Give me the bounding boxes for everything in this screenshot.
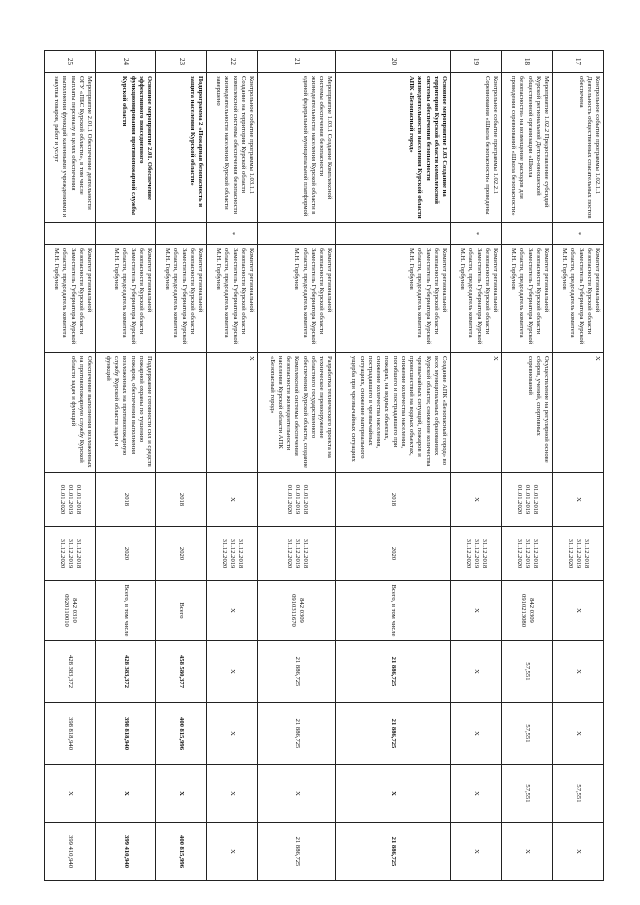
cell-start-date: X bbox=[207, 473, 258, 527]
cell-row-number: 25 bbox=[45, 51, 96, 73]
cell-value-2020: 400 815,996 bbox=[156, 823, 207, 881]
cell-start-date: 01.01.2018 01.01.2019 01.01.2020 bbox=[258, 473, 336, 527]
cell-value-total: 428 383,372 bbox=[45, 641, 96, 703]
cell-control-mark: * bbox=[451, 223, 502, 245]
cell-control-mark bbox=[502, 223, 553, 245]
cell-event-name: Мероприятие 1.03.1 Создание Комплексной системы обеспечения безопасности жизнедеятельности населения Курской области в единой федеральной муниципальной платформой bbox=[258, 73, 336, 223]
cell-value-2019: X bbox=[156, 765, 207, 823]
cell-budget-code: X bbox=[451, 581, 502, 641]
cell-end-date: 31.12.2018 31.12.2019 31.12.2020 bbox=[451, 527, 502, 581]
cell-control-mark bbox=[96, 223, 156, 245]
cell-budget-code: X bbox=[553, 581, 604, 641]
cell-value-2019: X bbox=[207, 765, 258, 823]
cell-value-2018: 400 815,996 bbox=[156, 703, 207, 765]
cell-budget-code: X bbox=[207, 581, 258, 641]
cell-value-2019: 57,551 bbox=[502, 765, 553, 823]
cell-end-date: 31.12.2018 31.12.2019 31.12.2020 bbox=[45, 527, 96, 581]
cell-start-date: 01.01.2018 01.01.2019 01.01.2020 bbox=[502, 473, 553, 527]
cell-row-number: 22 bbox=[207, 51, 258, 73]
cell-event-name: Контрольное событие программы 1.02.2.1 Соревнования «Школа безопасности» проведены bbox=[451, 73, 502, 223]
cell-budget-code: Всего, в том числе bbox=[336, 581, 451, 641]
cell-row-number: 17 bbox=[553, 51, 604, 73]
cell-budget-code: Всего bbox=[156, 581, 207, 641]
cell-control-mark: * bbox=[207, 223, 258, 245]
cell-start-date: 01.01.2018 01.01.2019 01.01.2020 bbox=[45, 473, 96, 527]
cell-expected-result: X bbox=[553, 353, 604, 473]
cell-value-2020: 21 886,725 bbox=[258, 823, 336, 881]
cell-start-date: X bbox=[553, 473, 604, 527]
table-row bbox=[156, 51, 207, 881]
cell-executor: Комитет региональной безопасности Курской области Заместитель Губернатора Курской области, председатель комитета М.Н. Горбунов bbox=[502, 245, 553, 353]
cell-value-total: X bbox=[553, 641, 604, 703]
cell-expected-result: Создание АПК «Безопасный город» во всех муниципальных образованиях Курской области; снижение количества чрезвычайных ситуаций, пожаров и происшествий на водных объектах, снижение количества населения, погибшего и пострадавшего при пожарах, на водных объектах, снижение количества населения, пострадавшего в чрезвычайных ситуациях, снижение материального ущерба при чрезвычайных ситуациях bbox=[336, 353, 451, 473]
table-row bbox=[96, 51, 156, 881]
table-row bbox=[258, 51, 336, 881]
cell-value-2020: X bbox=[451, 823, 502, 881]
cell-control-mark bbox=[336, 223, 451, 245]
cell-row-number: 23 bbox=[156, 51, 207, 73]
table-row bbox=[553, 51, 604, 881]
cell-start-date: 2018 bbox=[96, 473, 156, 527]
cell-executor: Комитет региональной безопасности Курской области Заместитель Губернатора Курской области, председатель комитета М.Н. Горбунов bbox=[258, 245, 336, 353]
cell-control-mark bbox=[45, 223, 96, 245]
cell-expected-result: Обеспечение выполнения возложенных на противопожарную службу Курской области задач и функций bbox=[45, 353, 96, 473]
cell-event-name: Контрольное событие программы 1.03.1.1 Создание на территории Курской области комплексной системы обеспечения безопасности жизнедеятельности населения Курской области завершено bbox=[207, 73, 258, 223]
cell-value-total: 57,551 bbox=[502, 641, 553, 703]
cell-value-2018: 398 818,940 bbox=[45, 703, 96, 765]
cell-value-2019: X bbox=[451, 765, 502, 823]
cell-control-mark bbox=[258, 223, 336, 245]
cell-expected-result: Поддержание готовности сил и средств пожарной охраны по тушению пожаров, обеспечения выполнения возложенных на противопожарную службу Курской области задач и функций bbox=[96, 353, 156, 473]
cell-row-number: 19 bbox=[451, 51, 502, 73]
cell-value-2019: 57,551 bbox=[553, 765, 604, 823]
cell-start-date: 2018 bbox=[156, 473, 207, 527]
cell-value-2018: X bbox=[553, 703, 604, 765]
cell-expected-result: Разработка технического проекта на техническое перевооружение областного государственного обеспечения Курской области, создание Комплексной системы обеспечения безопасности жизнедеятельности населения Курской области АПК «Безопасный город» bbox=[258, 353, 336, 473]
cell-value-total: 428 383,372 bbox=[96, 641, 156, 703]
cell-executor: Комитет региональной безопасности Курской области Заместитель Губернатора Курской области, председатель комитета М.Н. Горбунов bbox=[553, 245, 604, 353]
cell-value-2020: 399 410,940 bbox=[45, 823, 96, 881]
cell-value-2019: X bbox=[336, 765, 451, 823]
cell-value-total: X bbox=[207, 641, 258, 703]
table-row bbox=[336, 51, 451, 881]
cell-end-date: 2020 bbox=[156, 527, 207, 581]
cell-value-2018: 21 886,725 bbox=[258, 703, 336, 765]
cell-control-mark bbox=[156, 223, 207, 245]
cell-value-2020: 21 886,725 bbox=[336, 823, 451, 881]
program-table bbox=[44, 50, 604, 881]
cell-value-2018: X bbox=[451, 703, 502, 765]
table-row bbox=[502, 51, 553, 881]
cell-event-name: Мероприятие 1.02.2 Предоставление субсидий Курской региональной Детско-юношеской общественной организации «Школа безопасности» на возмещение расходов для проведения соревнований «Школа безопасности» bbox=[502, 73, 553, 223]
cell-executor: Комитет региональной безопасности Курской области Заместитель Губернатора Курской области, председатель комитета М.Н. Горбунов bbox=[207, 245, 258, 353]
cell-value-total: 21 886,725 bbox=[258, 641, 336, 703]
cell-event-name: Основное мероприятие 1.03 Создание на территории Курской области комплексной системы обеспечения безопасности жизнедеятельности населения Курской области АПК «Безопасный город» bbox=[336, 73, 451, 223]
cell-value-2019: X bbox=[258, 765, 336, 823]
table-row bbox=[451, 51, 502, 881]
cell-start-date: X bbox=[451, 473, 502, 527]
cell-executor: Комитет региональной безопасности Курской области Заместитель Губернатора Курской области, председатель комитета М.Н. Горбунов bbox=[451, 245, 502, 353]
cell-value-total: 21 886,725 bbox=[336, 641, 451, 703]
cell-expected-result: X bbox=[451, 353, 502, 473]
cell-event-name: Основное мероприятие 2.01. Обеспечение эффективного повседневного функционирования противопожарной службы Курской области bbox=[96, 73, 156, 223]
cell-end-date: 31.12.2018 31.12.2019 31.12.2020 bbox=[207, 527, 258, 581]
cell-value-2019: X bbox=[96, 765, 156, 823]
cell-row-number: 18 bbox=[502, 51, 553, 73]
cell-row-number: 24 bbox=[96, 51, 156, 73]
cell-end-date: 2020 bbox=[96, 527, 156, 581]
cell-end-date: 31.12.2018 31.12.2019 31.12.2020 bbox=[258, 527, 336, 581]
cell-row-number: 20 bbox=[336, 51, 451, 73]
cell-executor: Комитет региональной безопасности Курской области Заместитель Губернатора Курской области, председатель комитета М.Н. Горбунов bbox=[96, 245, 156, 353]
cell-budget-code: 842 0309 0910213080 bbox=[502, 581, 553, 641]
cell-executor: Комитет региональной безопасности Курской области Заместитель Губернатора Курской области, председатель комитета М.Н. Горбунов bbox=[45, 245, 96, 353]
table-row bbox=[45, 51, 96, 881]
cell-budget-code: Всего, в том числе bbox=[96, 581, 156, 641]
cell-control-mark: * bbox=[553, 223, 604, 245]
cell-event-name: Мероприятие 2.01.1 Обеспечение деятельности ОГУ «ПБС Курской области», в том числе выплаты персоналу в целях обеспечения выполнения функций казенными учреждениями и закупка товаров, работ и услуг bbox=[45, 73, 96, 223]
cell-end-date: 31.12.2018 31.12.2019 31.12.2020 bbox=[553, 527, 604, 581]
cell-end-date: 31.12.2018 31.12.2019 31.12.2020 bbox=[502, 527, 553, 581]
cell-value-2018: 57,551 bbox=[502, 703, 553, 765]
cell-value-2020: X bbox=[207, 823, 258, 881]
cell-end-date: 2020 bbox=[336, 527, 451, 581]
cell-executor: Комитет региональной безопасности Курской области Заместитель Губернатора Курской области, председатель комитета М.Н. Горбунов bbox=[156, 245, 207, 353]
cell-value-2020: 399 410,940 bbox=[96, 823, 156, 881]
cell-budget-code: 842 0309 0910311670 bbox=[258, 581, 336, 641]
cell-expected-result: Осуществление на регулярной основе сборов, учений, спортивных соревнований bbox=[502, 353, 553, 473]
cell-event-name: Подпрограмма 2 «Пожарная безопасность и защита населения Курской области» bbox=[156, 73, 207, 223]
cell-row-number: 21 bbox=[258, 51, 336, 73]
cell-value-2019: X bbox=[45, 765, 96, 823]
cell-value-2018: 21 886,725 bbox=[336, 703, 451, 765]
cell-value-total: X bbox=[451, 641, 502, 703]
cell-executor: Комитет региональной безопасности Курской области Заместитель Губернатора Курской области, председатель комитета М.Н. Горбунов bbox=[336, 245, 451, 353]
rotated-table-container bbox=[44, 50, 604, 880]
cell-value-2018: X bbox=[207, 703, 258, 765]
cell-value-total: 458 580,377 bbox=[156, 641, 207, 703]
cell-event-name: Контрольное событие программы 1.02.1.1 Деятельность общественных спасательных постов обеспечена bbox=[553, 73, 604, 223]
cell-value-2020: X bbox=[553, 823, 604, 881]
cell-expected-result: X bbox=[207, 353, 258, 473]
cell-expected-result bbox=[156, 353, 207, 473]
table-row bbox=[207, 51, 258, 881]
cell-value-2018: 398 818,940 bbox=[96, 703, 156, 765]
cell-budget-code: 842 0310 0920110010 bbox=[45, 581, 96, 641]
cell-start-date: 2018 bbox=[336, 473, 451, 527]
cell-value-2020: X bbox=[502, 823, 553, 881]
